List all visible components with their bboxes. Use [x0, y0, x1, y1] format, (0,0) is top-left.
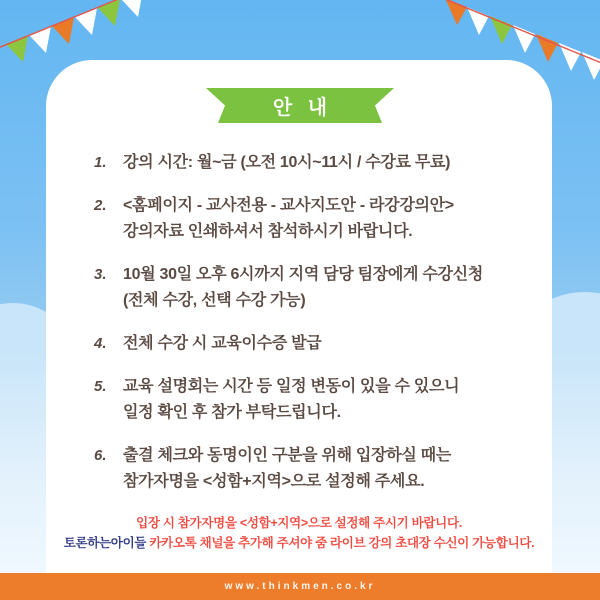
- list-item: [94, 150, 544, 176]
- item-number: 2.: [94, 197, 107, 214]
- bunting-flags-right-icon: [442, 0, 600, 84]
- item-text: 강의자료 인쇄하셔서 참석하시기 바랍니다.: [123, 223, 413, 240]
- warning-line-1: 입장 시 참가자명을 <성함+지역>으로 설정해 주시기 바랍니다.: [136, 516, 462, 530]
- item-number: 5.: [94, 378, 107, 395]
- item-text: 10월 30일 오후 6시까지 지역 담당 팀장에게 수강신청: [123, 266, 483, 283]
- brand-name: 토론하는아이들: [63, 535, 147, 550]
- item-number: 1.: [94, 154, 107, 171]
- page-title: 안 내: [272, 97, 333, 119]
- footer-bar: [0, 573, 600, 600]
- item-text: 출결 체크와 동명이인 구분을 위해 입장하실 때는: [123, 447, 451, 464]
- title-ribbon: [206, 88, 394, 123]
- warning-line-2: [46, 534, 552, 554]
- warning-note: [46, 514, 552, 553]
- list-item: [94, 443, 544, 495]
- item-text: <홈페이지 - 교사전용 - 교사지도안 - 라강강의안>: [123, 197, 454, 214]
- item-text: 참가자명을 <성함+지역>으로 설정해 주세요.: [123, 473, 425, 490]
- item-text: (전체 수강, 선택 수강 가능): [123, 292, 306, 309]
- notice-list: [94, 150, 544, 512]
- bunting-flags-left-icon: [0, 0, 152, 68]
- list-item: [94, 374, 544, 426]
- item-number: 4.: [94, 335, 107, 352]
- list-item: [94, 331, 544, 357]
- warning-line-2-text: 카카오톡 채널을 추가해 주셔야 줌 라이브 강의 초대장 수신이 가능합니다.: [146, 535, 535, 550]
- item-number: 3.: [94, 266, 107, 283]
- item-text: 강의 시간: 월~금 (오전 10시~11시 / 수강료 무료): [123, 154, 451, 171]
- item-text: 전체 수강 시 교육이수증 발급: [123, 335, 322, 352]
- footer-url: www.thinkmen.co.kr: [224, 581, 376, 592]
- list-item: [94, 262, 544, 314]
- item-text: 일정 확인 후 참가 부탁드립니다.: [123, 404, 341, 421]
- list-item: [94, 193, 544, 245]
- item-number: 6.: [94, 447, 107, 464]
- item-text: 교육 설명회는 시간 등 일정 변동이 있을 수 있으니: [123, 378, 460, 395]
